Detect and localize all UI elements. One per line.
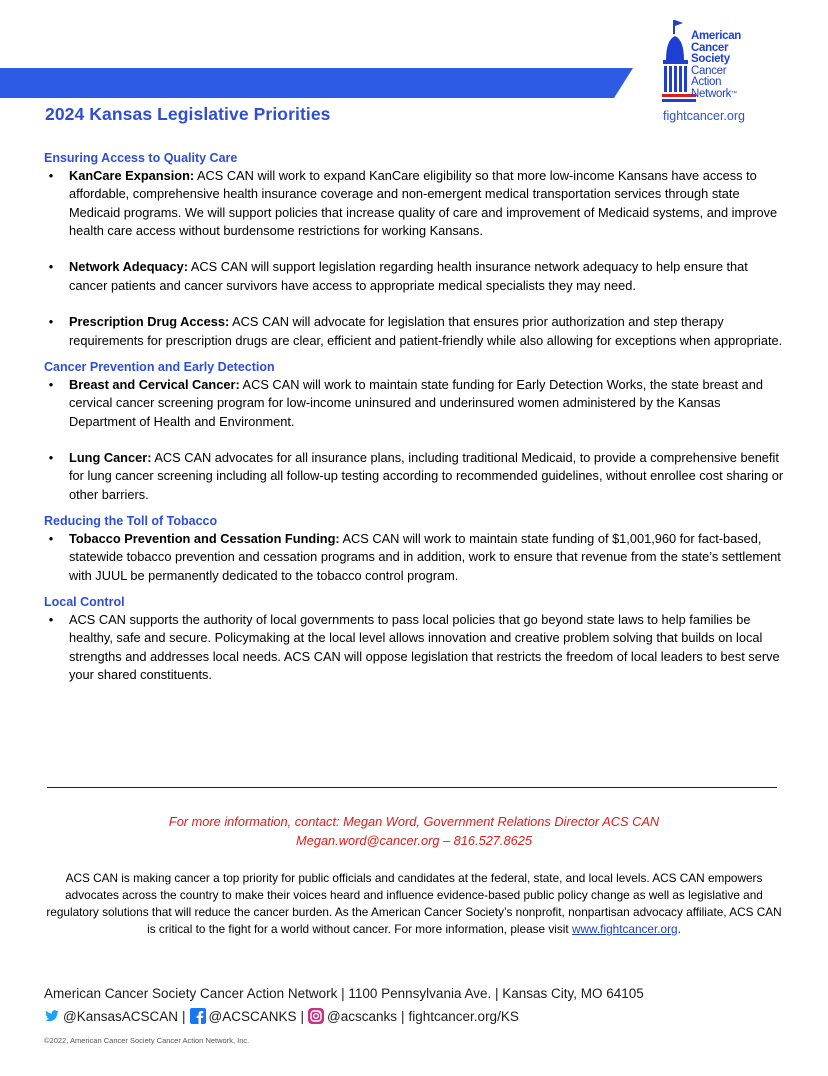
- header-band: [0, 68, 633, 98]
- item-label: Lung Cancer:: [69, 450, 152, 466]
- logo-url[interactable]: fightcancer.org: [663, 109, 745, 123]
- section-tobacco: [44, 513, 784, 585]
- contact-info: [0, 812, 828, 850]
- bullet: •: [48, 611, 54, 627]
- bullet: •: [48, 531, 54, 547]
- bullet: •: [48, 450, 54, 466]
- logo-line: Cancer: [691, 41, 729, 54]
- list-item: [44, 313, 784, 350]
- footer-address: American Cancer Society Cancer Action Network | 1100 Pennsylvania Ave. | Kansas City, MO 64105: [44, 986, 644, 1001]
- list-item: [44, 611, 784, 684]
- trademark: ™: [731, 90, 737, 97]
- facebook-handle[interactable]: @ACSCANKS: [208, 1008, 297, 1024]
- instagram-icon[interactable]: [308, 1008, 324, 1024]
- acs-can-logo[interactable]: [660, 20, 770, 130]
- instagram-handle[interactable]: @acscanks: [327, 1008, 397, 1024]
- website-link[interactable]: fightcancer.org/KS: [408, 1008, 519, 1024]
- list-item: [44, 167, 784, 240]
- about-end: .: [677, 922, 681, 936]
- logo-line: Cancer: [691, 64, 727, 77]
- footer-social: [44, 1008, 519, 1024]
- item-label: Network Adequacy:: [69, 259, 188, 275]
- item-label: Prescription Drug Access:: [69, 314, 230, 330]
- item-text: ACS CAN will work to expand KanCare eligibility so that more low-income Kansans have access to affordable, comprehensive health insurance coverage and non-emergent medical transportation services through state Medicaid programs. We will support policies that increase quality of care and improvement of Medicaid systems, and improve health care access without burdensome restrictions for working Kansans.: [69, 168, 778, 238]
- list-item: [44, 530, 784, 585]
- logo-line: Society: [691, 53, 730, 66]
- section-heading: Local Control: [44, 594, 125, 609]
- logo-wordmark: [691, 31, 741, 101]
- list-item: [44, 258, 784, 295]
- section-heading: Cancer Prevention and Early Detection: [44, 359, 275, 374]
- bullet: •: [48, 168, 54, 183]
- twitter-handle[interactable]: @KansasACSCAN: [63, 1008, 178, 1024]
- section-heading: Ensuring Access to Quality Care: [44, 151, 238, 165]
- separator: |: [182, 1008, 186, 1024]
- logo-line: [691, 89, 741, 101]
- separator: |: [401, 1008, 405, 1024]
- section-heading: Reducing the Toll of Tobacco: [44, 514, 218, 529]
- logo-line: American: [691, 30, 742, 42]
- facebook-icon[interactable]: [190, 1008, 206, 1024]
- bullet: •: [48, 259, 54, 275]
- logo-network: Network: [691, 87, 732, 100]
- item-label: Breast and Cervical Cancer:: [69, 376, 240, 392]
- about-acs-can: [44, 870, 784, 938]
- item-text: ACS CAN will advocate for legislation that ensures prior authorization and step therapy requirements for prescription drugs are clear, efficient and patient-friendly while also allowing for exceptions when appropriate.: [69, 314, 783, 348]
- section-access-to-care: [44, 150, 784, 350]
- copyright: ©2022, American Cancer Society Cancer Action Network, Inc.: [44, 1036, 250, 1045]
- about-text: ACS CAN is making cancer a top priority for public officials and candidates at the federal, state, and local levels. ACS CAN empowers advocates across the country to make their voices heard and influence evidence-based public policy change as well as legislative and regulatory solutions that will reduce the cancer burden. As the American Cancer Society’s nonprofit, nonpartisan advocacy affiliate, ACS CAN is critical to the fight for a world without cancer. For more information, please visit: [46, 871, 782, 936]
- item-text: ACS CAN will work to maintain state funding of $1,001,960 for fact-based, statewide tobacco prevention and cessation programs and in addition, work to ensure that revenue from the state’s settlement with JUUL be permanently dedicated to the tobacco control program.: [69, 531, 781, 583]
- item-text: ACS CAN will support legislation regarding health insurance network adequacy to help ensure that cancer patients and cancer survivors have access to appropriate medical specialists they may need.: [69, 259, 748, 293]
- item-label: Tobacco Prevention and Cessation Funding:: [69, 531, 340, 547]
- bullet: •: [48, 314, 54, 330]
- page-title: 2024 Kansas Legislative Priorities: [45, 104, 331, 124]
- list-item: [44, 449, 784, 504]
- contact-email-phone[interactable]: Megan.word@cancer.org – 816.527.8625: [296, 833, 532, 848]
- logo-line: Action: [691, 76, 722, 89]
- contact-line: For more information, contact: Megan Word, Government Relations Director ACS CAN: [168, 814, 660, 829]
- priorities-content: [44, 150, 784, 693]
- bullet: •: [48, 376, 54, 392]
- item-text: ACS CAN will work to maintain state funding for Early Detection Works, the state breast and cervical cancer screening program for low-income uninsured and underinsured women administered by the Kansas Department of Health and Environment.: [69, 376, 763, 429]
- section-prevention: [44, 359, 784, 504]
- divider: [47, 787, 777, 788]
- section-local-control: [44, 594, 784, 684]
- item-text: ACS CAN supports the authority of local governments to pass local policies that go beyond state laws to help families be healthy, safe and secure. Policymaking at the local level allows innovation and creative problem solving that builds on local strengths and addresses local needs. ACS CAN will oppose legislation that restricts the freedom of local leaders to best serve your shared constituents.: [69, 611, 780, 682]
- item-label: KanCare Expansion:: [69, 168, 195, 183]
- list-item: [44, 376, 784, 431]
- twitter-icon[interactable]: [44, 1008, 60, 1024]
- fightcancer-link[interactable]: www.fightcancer.org: [572, 922, 678, 936]
- separator: |: [300, 1008, 305, 1024]
- item-text: ACS CAN advocates for all insurance plans, including traditional Medicaid, to provide a comprehensive benefit for lung cancer screening including all follow-up testing according to recommended guidelines, without enrollee cost sharing or other barriers.: [69, 450, 784, 502]
